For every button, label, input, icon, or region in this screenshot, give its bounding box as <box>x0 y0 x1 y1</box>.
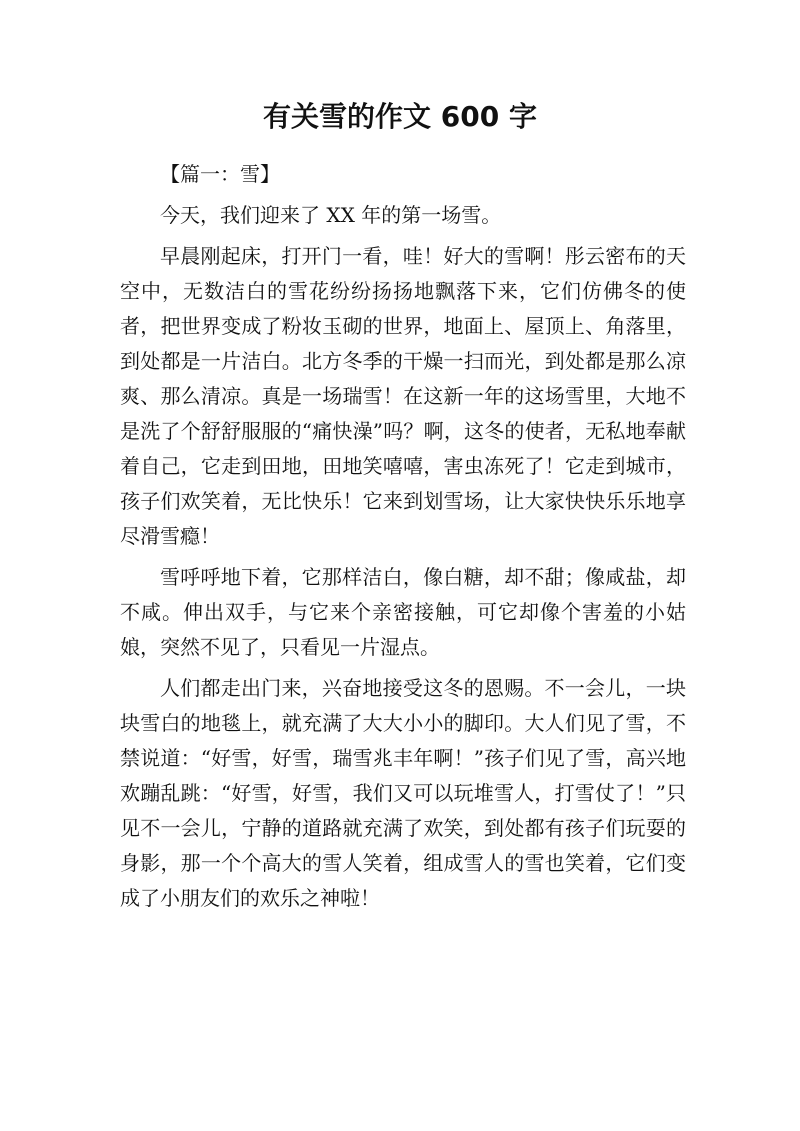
document-title: 有关雪的作文 600 字 <box>263 100 537 133</box>
paragraph-3: 雪呼呼地下着，它那样洁白，像白糖，却不甜；像咸盐，却不咸。伸出双手，与它来个亲密接触，可它却像个害羞的小姑娘，突然不见了，只看见一片湿点。 <box>120 565 686 659</box>
paragraph-4: 人们都走出门来，兴奋地接受这冬的恩赐。不一会儿，一块块雪白的地毯上，就充满了大大小小的脚印。大人们见了雪，不禁说道：“好雪，好雪，瑞雪兆丰年啊！”孩子们见了雪，高兴地欢蹦乱跳：“好雪，好雪，我们又可以玩堆雪人，打雪仗了！”只见不一会儿，宁静的道路就充满了欢笑，到处都有孩子们玩耍的身影，那一个个高大的雪人笑着，组成雪人的雪也笑着，它们变成了小朋友们的欢乐之神啦！ <box>120 676 686 910</box>
document-body <box>120 157 686 922</box>
section-heading: 【篇一：雪】 <box>160 162 280 186</box>
paragraph-2: 早晨刚起床，打开门一看，哇！好大的雪啊！彤云密布的天空中，无数洁白的雪花纷纷扬扬地飘落下来，它们仿佛冬的使者，把世界变成了粉妆玉砌的世界，地面上、屋顶上、角落里，到处都是一片洁白。北方冬季的干燥一扫而光，到处都是那么凉爽、那么清凉。真是一场瑞雪！在这新一年的这场雪里，大地不是洗了个舒舒服服的“痛快澡”吗？啊，这冬的使者，无私地奉献着自己，它走到田地，田地笑嘻嘻，害虫冻死了！它走到城市，孩子们欢笑着，无比快乐！它来到划雪场，让大家快快乐乐地享尽滑雪瘾！ <box>120 244 686 548</box>
paragraph-1: 今天，我们迎来了 XX 年的第一场雪。 <box>160 203 502 227</box>
